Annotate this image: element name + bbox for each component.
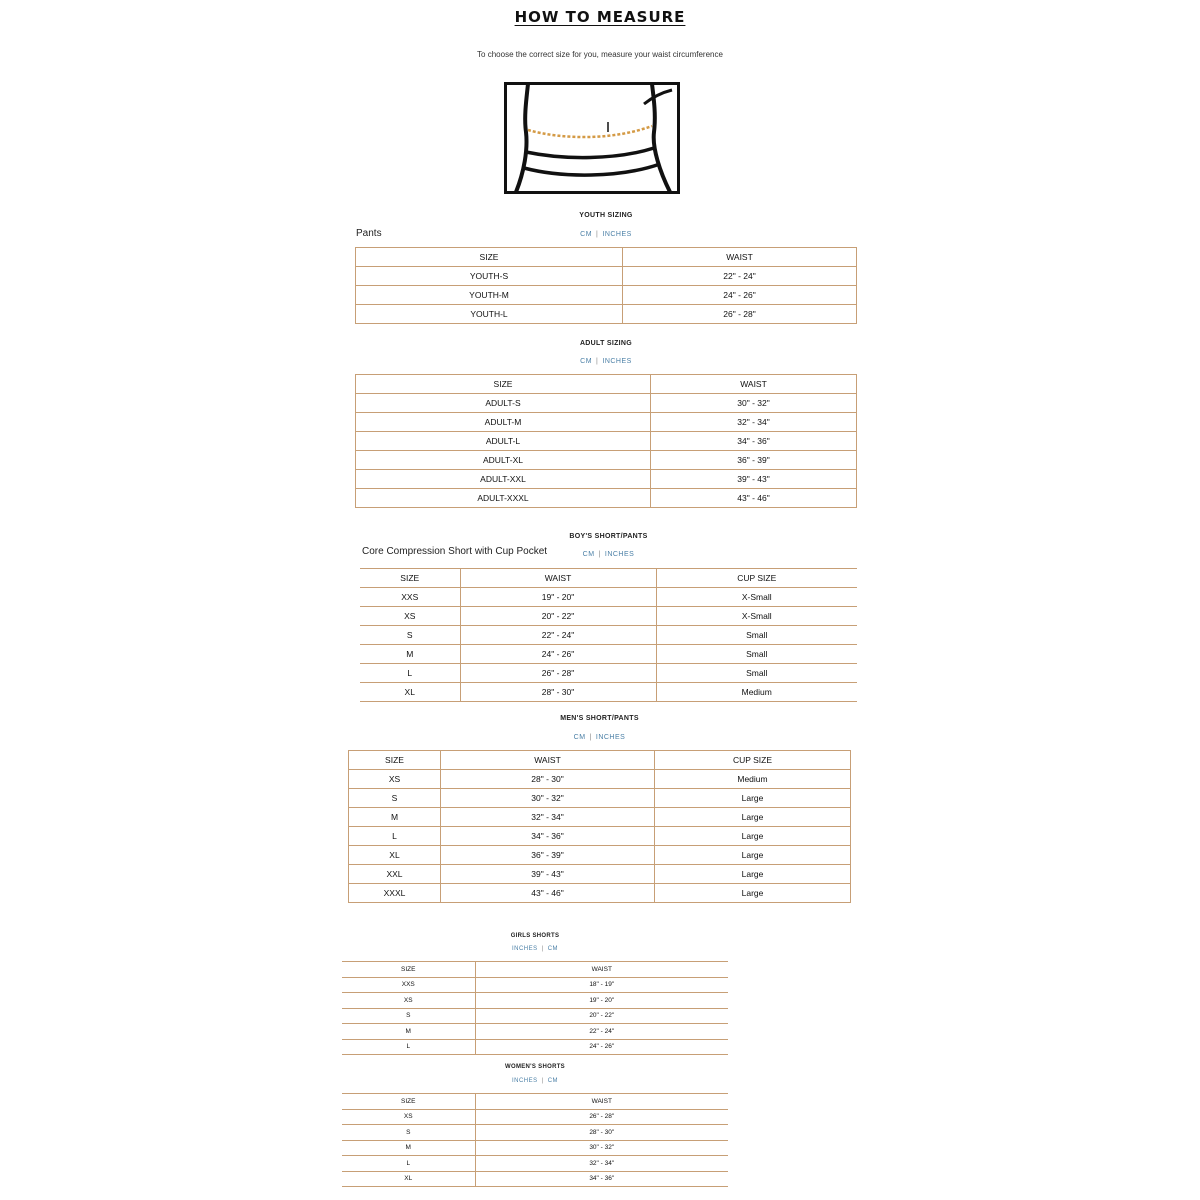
table-row: S 28" - 30" bbox=[342, 1125, 728, 1141]
unit-cm-link[interactable]: CM bbox=[580, 358, 593, 365]
table-row: XL 28" - 30" Medium bbox=[360, 683, 857, 702]
header-cup-size: CUP SIZE bbox=[655, 751, 851, 770]
unit-inches-link[interactable]: INCHES bbox=[602, 358, 632, 365]
table-header-row bbox=[349, 751, 851, 770]
header-waist: WAIST bbox=[475, 1094, 728, 1110]
header-size: SIZE bbox=[356, 375, 651, 394]
youth-section-title: YOUTH SIZING bbox=[579, 212, 633, 219]
header-waist: WAIST bbox=[623, 248, 857, 267]
boys-unit-toggle: CM | INCHES bbox=[582, 551, 635, 558]
table-row: ADULT-XXL 39" - 43" bbox=[356, 470, 857, 489]
unit-inches-link[interactable]: INCHES bbox=[511, 946, 538, 952]
womens-size-table bbox=[342, 1093, 728, 1187]
youth-product-name: Pants bbox=[356, 228, 382, 239]
table-row: XL 34" - 36" bbox=[342, 1171, 728, 1187]
mens-unit-toggle: CM | INCHES bbox=[573, 734, 626, 741]
table-row: YOUTH-L 26" - 28" bbox=[356, 305, 857, 324]
table-row: M 30" - 32" bbox=[342, 1140, 728, 1156]
header-size: SIZE bbox=[356, 248, 623, 267]
table-row: ADULT-L 34" - 36" bbox=[356, 432, 857, 451]
table-row: S 20" - 22" bbox=[342, 1008, 728, 1024]
table-row: L 24" - 26" bbox=[342, 1039, 728, 1055]
unit-cm-link[interactable]: CM bbox=[580, 231, 593, 238]
girls-section-title: GIRLS SHORTS bbox=[510, 933, 560, 939]
header-size: SIZE bbox=[342, 1094, 475, 1110]
youth-size-table bbox=[355, 247, 857, 324]
header-waist: WAIST bbox=[441, 751, 655, 770]
boys-size-table bbox=[360, 568, 857, 702]
unit-cm-link[interactable]: CM bbox=[573, 734, 586, 741]
table-row: XS 19" - 20" bbox=[342, 993, 728, 1009]
header-size: SIZE bbox=[349, 751, 441, 770]
adult-unit-toggle: CM | INCHES bbox=[580, 358, 632, 365]
table-row: XS 28" - 30" Medium bbox=[349, 770, 851, 789]
youth-unit-toggle: CM | INCHES bbox=[580, 231, 632, 238]
table-row: XS 26" - 28" bbox=[342, 1109, 728, 1125]
header-waist: WAIST bbox=[460, 569, 656, 588]
table-row: XXS 18" - 19" bbox=[342, 977, 728, 993]
table-row: YOUTH-S 22" - 24" bbox=[356, 267, 857, 286]
table-row: XXS 19" - 20" X-Small bbox=[360, 588, 857, 607]
unit-inches-link[interactable]: INCHES bbox=[595, 734, 626, 741]
unit-cm-link[interactable]: CM bbox=[547, 946, 559, 952]
table-row: L 26" - 28" Small bbox=[360, 664, 857, 683]
header-size: SIZE bbox=[360, 569, 460, 588]
table-header-row bbox=[356, 375, 857, 394]
page-title: HOW TO MEASURE bbox=[514, 8, 686, 26]
unit-cm-link[interactable]: CM bbox=[582, 551, 595, 558]
table-row: YOUTH-M 24" - 26" bbox=[356, 286, 857, 305]
table-row: XXL 39" - 43" Large bbox=[349, 865, 851, 884]
table-row: M 22" - 24" bbox=[342, 1024, 728, 1040]
table-row: S 30" - 32" Large bbox=[349, 789, 851, 808]
table-row: ADULT-XXXL 43" - 46" bbox=[356, 489, 857, 508]
girls-unit-toggle: INCHES | CM bbox=[511, 946, 559, 952]
girls-size-table bbox=[342, 961, 728, 1055]
table-row: ADULT-XL 36" - 39" bbox=[356, 451, 857, 470]
waist-measure-illustration bbox=[504, 82, 680, 194]
boys-product-name: Core Compression Short with Cup Pocket bbox=[362, 546, 548, 557]
table-row: L 32" - 34" bbox=[342, 1156, 728, 1172]
table-row: ADULT-M 32" - 34" bbox=[356, 413, 857, 432]
table-row: L 34" - 36" Large bbox=[349, 827, 851, 846]
table-row: XS 20" - 22" X-Small bbox=[360, 607, 857, 626]
table-row: S 22" - 24" Small bbox=[360, 626, 857, 645]
table-header-row bbox=[356, 248, 857, 267]
unit-cm-link[interactable]: CM bbox=[547, 1078, 559, 1084]
womens-section-title: WOMEN'S SHORTS bbox=[505, 1064, 565, 1070]
mens-section-title: MEN'S SHORT/PANTS bbox=[560, 715, 639, 722]
header-cup-size: CUP SIZE bbox=[656, 569, 857, 588]
unit-inches-link[interactable]: INCHES bbox=[602, 231, 632, 238]
table-row: XXXL 43" - 46" Large bbox=[349, 884, 851, 903]
table-header-row bbox=[342, 962, 728, 978]
table-row: XL 36" - 39" Large bbox=[349, 846, 851, 865]
table-header-row bbox=[360, 569, 857, 588]
header-waist: WAIST bbox=[651, 375, 857, 394]
intro-text: To choose the correct size for you, measure your waist circumference bbox=[477, 50, 723, 59]
table-row: M 24" - 26" Small bbox=[360, 645, 857, 664]
table-row: ADULT-S 30" - 32" bbox=[356, 394, 857, 413]
header-size: SIZE bbox=[342, 962, 475, 978]
womens-unit-toggle: INCHES | CM bbox=[511, 1078, 559, 1084]
unit-inches-link[interactable]: INCHES bbox=[604, 551, 635, 558]
adult-section-title: ADULT SIZING bbox=[579, 340, 633, 347]
unit-inches-link[interactable]: INCHES bbox=[511, 1078, 538, 1084]
boys-section-title: BOY'S SHORT/PANTS bbox=[569, 533, 648, 540]
adult-size-table bbox=[355, 374, 857, 508]
mens-size-table bbox=[348, 750, 851, 903]
table-header-row bbox=[342, 1094, 728, 1110]
table-row: M 32" - 34" Large bbox=[349, 808, 851, 827]
header-waist: WAIST bbox=[475, 962, 728, 978]
